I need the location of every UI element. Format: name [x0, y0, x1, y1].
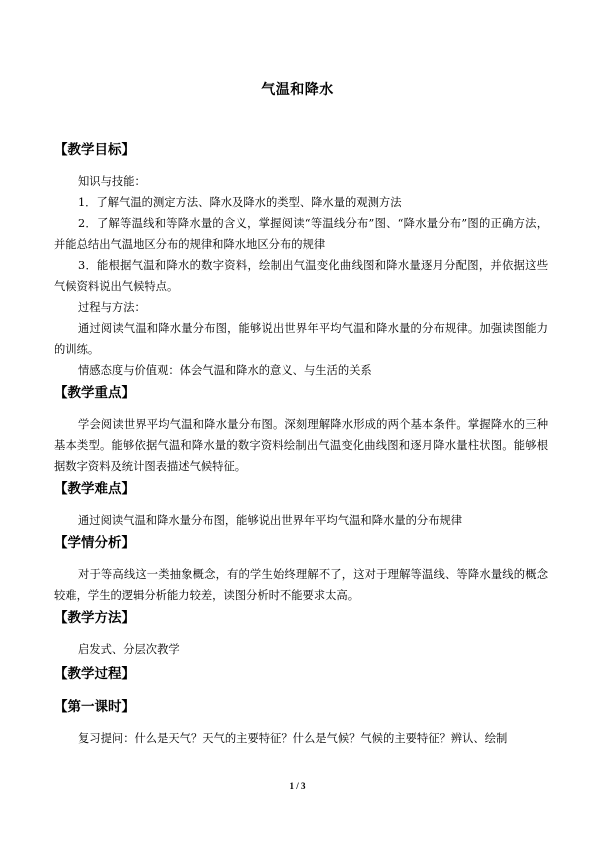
document-title: 气温和降水: [261, 82, 334, 98]
difficulties-heading: 【教学难点】: [54, 481, 135, 497]
document-body: [54, 141, 548, 749]
page-number: 1 / 3: [289, 781, 306, 791]
key-points-text: 学会阅读世界平均气温和降水量分布图。深刻理解降水形成的两个基本条件。掌握降水的三种基本类型。能够依据气温和降水量的数字资料绘制出气温变化曲线图和逐月降水量柱状图。能够根据数字资料及统计图表描述气候特征。: [54, 418, 548, 473]
objective-item-1: 1．了解气温的测定方法、降水及降水的类型、降水量的观测方法: [78, 196, 402, 209]
difficulties-text: 通过阅读气温和降水量分布图，能够说出世界年平均气温和降水量的分布规律: [78, 514, 463, 527]
process-label: 过程与方法：: [78, 301, 146, 314]
lesson1-text: 复习提问：什么是天气？天气的主要特征？什么是气候？气候的主要特征？辨认、绘制: [78, 732, 508, 745]
methods-heading: 【教学方法】: [54, 610, 135, 626]
emotion-text: 情感态度与价值观：体会气温和降水的意义、与生活的关系: [78, 364, 372, 377]
objective-item-3: 3．能根据气温和降水的数字资料，绘制出气温变化曲线图和降水量逐月分配图，并依据这些气候资料说出气候特点。: [54, 259, 548, 293]
key-points-heading: 【教学重点】: [54, 385, 135, 401]
analysis-text: 对于等高线这一类抽象概念，有的学生始终理解不了，这对于理解等温线、等降水量线的概念较难，学生的逻辑分析能力较差，读图分析时不能要求太高。: [54, 568, 548, 602]
lesson1-heading: 【第一课时】: [54, 699, 135, 715]
process-heading: 【教学过程】: [54, 666, 135, 682]
methods-text: 启发式、分层次教学: [78, 643, 180, 656]
objective-item-2: 2．了解等温线和等降水量的含义，掌握阅读“等温线分布”图、“降水量分布”图的正确方法，并能总结出气温地区分布的规律和降水地区分布的规律: [54, 217, 548, 251]
objectives-heading: 【教学目标】: [54, 142, 135, 158]
process-text: 通过阅读气温和降水量分布图，能够说出世界年平均气温和降水量的分布规律。加强读图能力的训练。: [54, 322, 548, 356]
knowledge-label: 知识与技能：: [78, 175, 146, 188]
analysis-heading: 【学情分析】: [54, 535, 135, 551]
